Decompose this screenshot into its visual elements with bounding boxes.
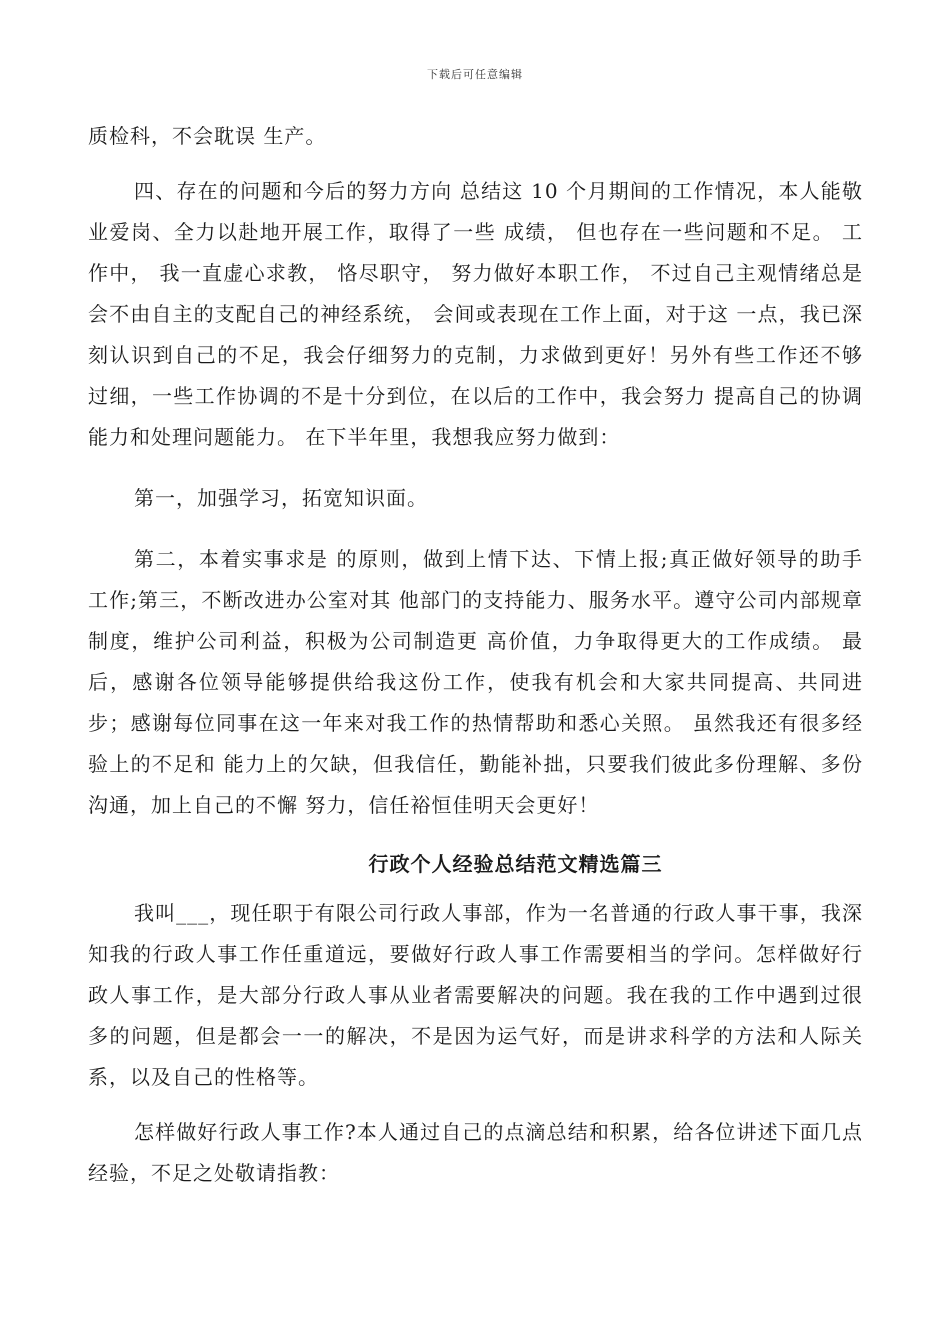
section-title: 行政个人经验总结范文精选篇三 — [368, 852, 663, 876]
paragraph-experience-lead: 怎样做好行政人事工作?本人通过自己的点滴总结和积累，给各位讲述下面几点经验，不足之处敬请指教： — [88, 1120, 863, 1185]
paragraph-second-point: 第二，本着实事求是 的原则，做到上情下达、下情上报;真正做好领导的助手工作;第三，不断改进办公室对其 他部门的支持能力、服务水平。遵守公司内部规章制度，维护公司利益，积极为公司制造更 高价值，力争取得更大的工作成绩。 最后，感谢各位领导能够提供给我这份工作，使我有机会和大家共同提高、共同进步；感谢每位同事在这一年来对我工作的热情帮助和悉心关照。 虽然我还有很多经验上的不足和 能力上的欠缺，但我信任，勤能补拙，只要我们彼此多份理解、多份沟通，加上自己的不懈 努力，信任裕恒佳明天会更好！ — [88, 547, 863, 817]
paragraph-first-point: 第一，加强学习，拓宽知识面。 — [134, 486, 428, 510]
document-body — [88, 116, 863, 1194]
paragraph-introduction: 我叫___，现任职于有限公司行政人事部，作为一名普通的行政人事干事，我深知我的行政人事工作任重道远，要做好行政人事工作需要相当的学问。怎样做好行政人事工作，是大部分行政人事从业者需要解决的问题。我在我的工作中遇到过很多的问题，但是都会一一的解决，不是因为运气好，而是讲求科学的方法和人际关系，以及自己的性格等。 — [88, 901, 863, 1089]
paragraph-problems-and-direction: 四、存在的问题和今后的努力方向 总结这 10 个月期间的工作情况，本人能敬业爱岗、全力以赴地开展工作，取得了一些 成绩， 但也存在一些问题和不足。 工作中， 我一直虚心求教， 恪尽职守， 努力做好本职工作， 不过自己主观情绪总是会不由自主的支配自己的神经系统， 会间或表现在工作上面，对于这 一点，我已深刻认识到自己的不足，我会仔细努力的克制，力求做到更好！另外有些工作还不够过细，一些工作协调的不是十分到位，在以后的工作中，我会努力 提高自己的协调能力和处理问题能力。 在下半年里，我想我应努力做到： — [88, 179, 863, 449]
paragraph-continuation: 质检科，不会耽误 生产。 — [88, 124, 327, 148]
header-note: 下载后可任意编辑 — [427, 68, 523, 81]
